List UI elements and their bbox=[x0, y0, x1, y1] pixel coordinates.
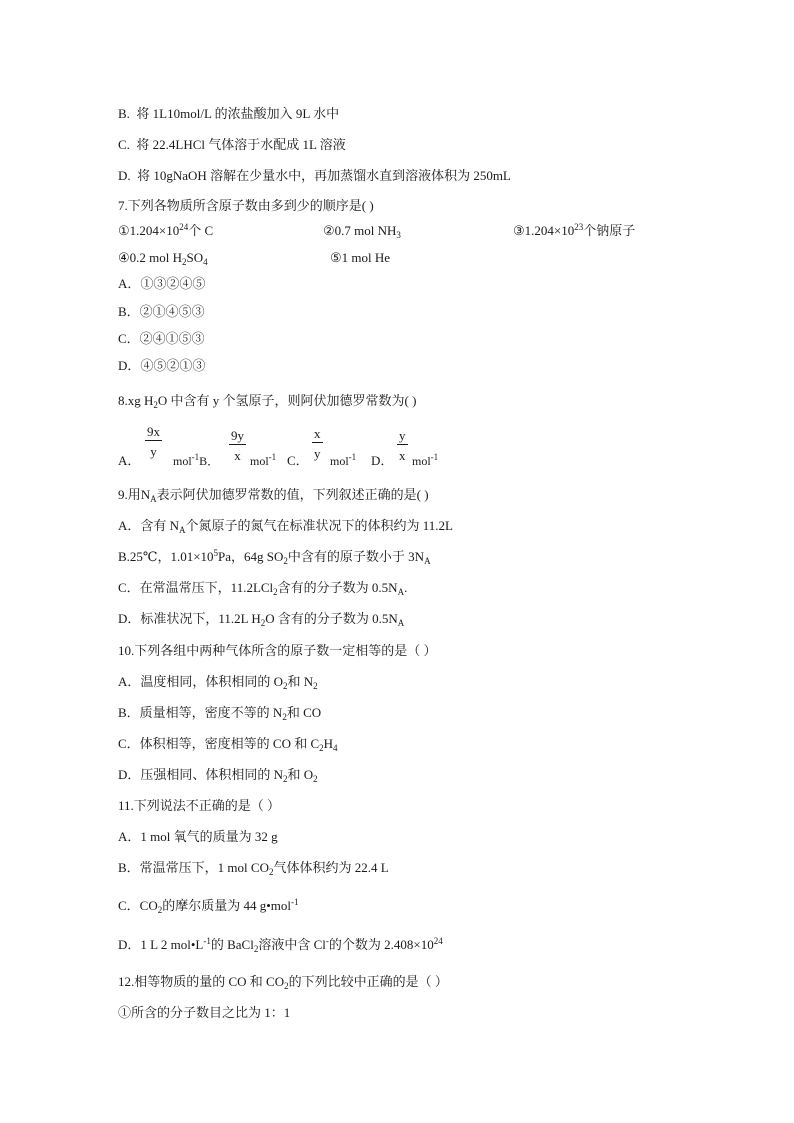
q8-option-c-unit: mol$^{-1}$ bbox=[330, 452, 357, 468]
q8-option-d-unit: mol$^{-1}$ bbox=[412, 452, 439, 468]
q7-item-4: ④0.2 mol $H_2SO_4$ bbox=[118, 250, 208, 267]
q9-stem: 9.用$N_A$表示阿伏加德罗常数的值，下列叙述正确的是( ) bbox=[118, 487, 429, 504]
q9-option-c: C．在常温常压下，11.2LCl$_2$含有的分子数为 $0.5N_A$. bbox=[118, 580, 408, 597]
q12-stem: 12.相等物质的量的 CO 和 $CO_2$的下列比较中正确的是（ ） bbox=[118, 974, 448, 991]
q7-option-a: A．①③②④⑤ bbox=[118, 276, 206, 291]
q12-item-1: ①所含的分子数目之比为 1：1 bbox=[118, 1005, 291, 1020]
q8-option-b-unit: mol$^{-1}$ bbox=[250, 452, 277, 468]
q8-stem: 8.xg $H_2O$ 中含有 y 个氢原子，则阿伏加德罗常数为( ) bbox=[118, 393, 417, 410]
q9-option-b: B.25℃，$1.01\times 10^5Pa$，64g $SO_2$中含有的原子数小于 $3N_A$ bbox=[118, 548, 431, 566]
q11-option-c: C．$CO_2$的摩尔质量为 44 g•mol$^{-1}$ bbox=[118, 897, 299, 915]
q7-item-3: $③1.204\times 10^{23}$个钠原子 bbox=[513, 222, 636, 238]
q7-option-b: B．②①④⑤③ bbox=[118, 304, 205, 319]
prev-option-b: B. 将 1L10mol/L 的浓盐酸加入 9L 水中 bbox=[118, 106, 340, 121]
q8-option-d-fraction: $\frac{y}{x}$ bbox=[399, 428, 406, 463]
q8-option-b-fraction: $\frac{9y}{x}$ bbox=[231, 428, 244, 463]
q10-option-a: A．温度相同，体积相同的 $O_2$和 $N_2$ bbox=[118, 674, 318, 691]
q11-option-d: D．1 L 2 $mol•L^{-1}$的 BaCl$_2$溶液中含 Cl-的个数为 $2.408\times 10^{24}$ bbox=[118, 936, 443, 954]
q8-option-d-label: D． bbox=[371, 453, 394, 468]
q7-item-2: ②0.7 mol $NH_3$ bbox=[323, 223, 401, 240]
q7-stem: 7.下列各物质所含原子数由多到少的顺序是( ) bbox=[118, 198, 374, 213]
q7-option-c: C．②④①⑤③ bbox=[118, 331, 205, 346]
q10-option-d: D．压强相同、体积相同的 $N_2$和 $O_2$ bbox=[118, 767, 318, 784]
q8-option-c-label: C． bbox=[287, 453, 309, 468]
q7-item-5: ⑤1 mol He bbox=[330, 250, 391, 265]
prev-option-d: D. 将 10gNaOH 溶解在少量水中，再加蒸馏水直到溶液体积为 250mL bbox=[118, 168, 511, 183]
q8-option-c-fraction: $\frac{x}{y}$ bbox=[314, 426, 321, 461]
q9-option-d: D．标准状况下，11.2L $H_2O$ 含有的分子数为 $0.5N_A$ bbox=[118, 611, 405, 628]
q10-option-b: B．质量相等，密度不等的 $N_2$和 CO bbox=[118, 705, 322, 722]
q8-option-a-unit: mol$^{-1}$B． bbox=[173, 452, 220, 468]
q8-option-a-fraction: $\frac{9x}{y}$ bbox=[147, 424, 160, 459]
q8-option-a-label: A． bbox=[118, 453, 141, 468]
q7-item-1: $①1.204\times 10^{24}$个 C bbox=[118, 222, 214, 238]
q11-stem: 11.下列说法不正确的是（ ） bbox=[118, 798, 281, 813]
q9-option-a: A．含有 $N_A$个氮原子的氮气在标准状况下的体积约为 11.2L bbox=[118, 518, 453, 535]
q7-option-d: D．④⑤②①③ bbox=[118, 358, 206, 373]
q11-option-b: B．常温常压下，1 mol $CO_2$气体体积约为 22.4 L bbox=[118, 860, 389, 877]
q11-option-a: A．1 mol 氧气的质量为 32 g bbox=[118, 829, 278, 844]
q10-option-c: C．体积相等，密度相等的 CO 和 $C_2H_4$ bbox=[118, 736, 338, 753]
prev-option-c: C. 将 22.4LHCl 气体溶于水配成 1L 溶液 bbox=[118, 137, 346, 152]
q10-stem: 10.下列各组中两种气体所含的原子数一定相等的是（ ） bbox=[118, 643, 437, 658]
